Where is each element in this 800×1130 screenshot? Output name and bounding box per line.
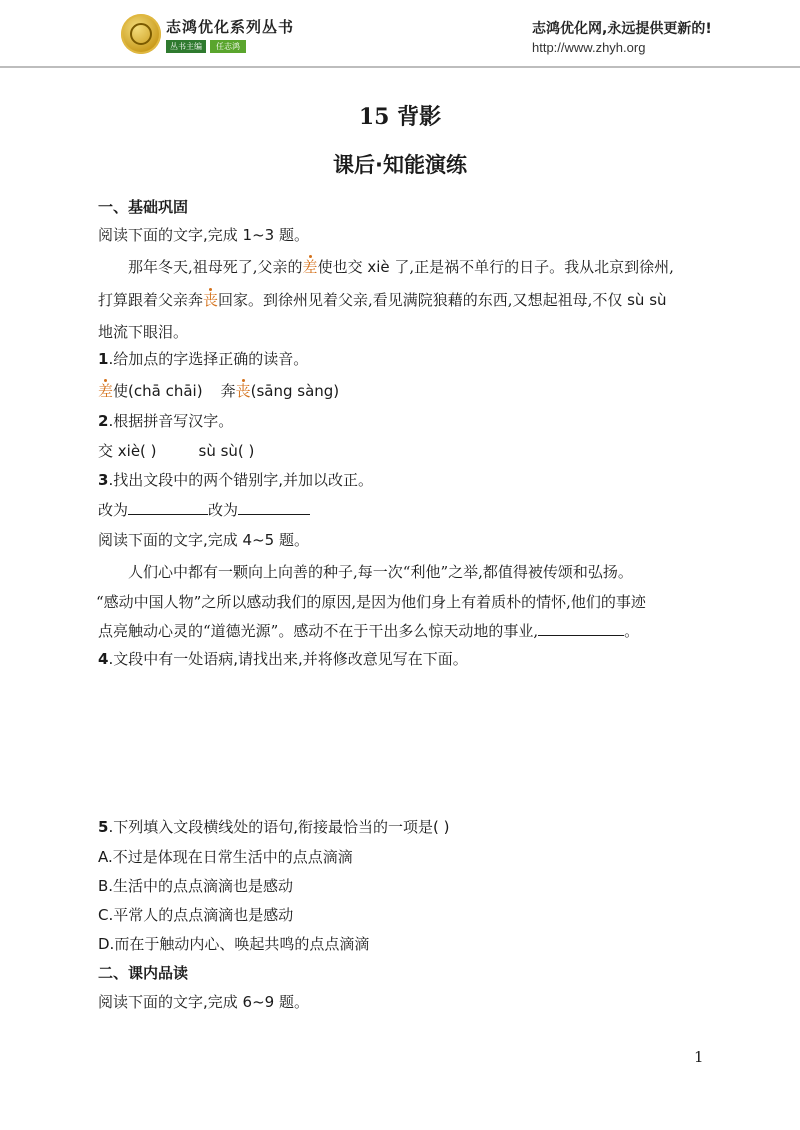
dotted-char-sang: 丧 bbox=[203, 291, 219, 309]
passage1-line3: 地流下眼泪。 bbox=[98, 323, 189, 341]
exercise-subtitle: 课后·知能演练 bbox=[333, 153, 467, 177]
lesson-title: 15 背影 bbox=[358, 104, 442, 130]
question-4: 4.文段中有一处语病,请找出来,并将修改意见写在下面。 bbox=[98, 650, 468, 668]
series-logo-icon bbox=[121, 14, 161, 54]
option-b[interactable]: B.生活中的点点滴滴也是感动 bbox=[98, 877, 294, 895]
question-5: 5.下列填入文段横线处的语句,衔接最恰当的一项是( ) bbox=[98, 818, 450, 836]
answer-blank-2[interactable] bbox=[238, 500, 310, 515]
header-divider bbox=[0, 66, 800, 68]
passage2-line1: 人们心中都有一颗向上向善的种子,每一次“利他”之举,都值得被传颂和弘扬。 bbox=[128, 563, 633, 581]
series-editor-tag: 任志鸿 bbox=[210, 40, 246, 53]
page-header bbox=[0, 0, 800, 70]
passage1-line1: 那年冬天,祖母死了,父亲的差使也交 xiè 了,正是祸不单行的日子。我从北京到徐州, bbox=[128, 258, 674, 276]
page-number: 1 bbox=[694, 1048, 704, 1066]
series-title: 志鸿优化系列丛书 bbox=[166, 18, 295, 36]
question-3-answers[interactable]: 改为 改为 bbox=[98, 499, 310, 520]
section-heading-basics: 一、基础巩固 bbox=[98, 198, 189, 216]
option-c[interactable]: C.平常人的点点滴滴也是感动 bbox=[98, 906, 294, 924]
question-2: 2.根据拼音写汉字。 bbox=[98, 412, 234, 430]
question-1-options: 差使(chā chāi) 奔丧(sāng sàng) bbox=[98, 382, 340, 400]
reading-intro-1: 阅读下面的文字,完成 1~3 题。 bbox=[98, 226, 309, 244]
reading-intro-2: 阅读下面的文字,完成 4~5 题。 bbox=[98, 531, 309, 549]
option-d[interactable]: D.而在于触动内心、唤起共鸣的点点滴滴 bbox=[98, 935, 370, 953]
reading-intro-3: 阅读下面的文字,完成 6~9 题。 bbox=[98, 993, 309, 1011]
question-3: 3.找出文段中的两个错别字,并加以改正。 bbox=[98, 471, 373, 489]
site-slogan: 志鸿优化网,永远提供更新的! bbox=[532, 21, 712, 37]
passage2-line3: 点亮触动心灵的“道德光源”。感动不在于干出多么惊天动地的事业, 。 bbox=[98, 622, 640, 640]
option-a[interactable]: A.不过是体现在日常生活中的点点滴滴 bbox=[98, 848, 353, 866]
passage2-line2: “感动中国人物”之所以感动我们的原因,是因为他们身上有着质朴的情怀,他们的事迹 bbox=[96, 593, 646, 611]
question-1: 1.给加点的字选择正确的读音。 bbox=[98, 350, 309, 368]
series-chief-tag: 丛书主编 bbox=[166, 40, 206, 53]
section-heading-text-reading: 二、课内品读 bbox=[98, 964, 189, 982]
question-2-answers[interactable]: 交 xiè( ) sù sù( ) bbox=[98, 442, 255, 460]
dotted-char-chai: 差 bbox=[302, 258, 318, 276]
passage1-line2: 打算跟着父亲奔丧回家。到徐州见着父亲,看见满院狼藉的东西,又想起祖母,不仅 sù sù bbox=[98, 291, 667, 309]
site-url[interactable]: http://www.zhyh.org bbox=[532, 40, 646, 55]
passage-blank[interactable] bbox=[538, 621, 624, 636]
answer-blank-1[interactable] bbox=[128, 500, 208, 515]
